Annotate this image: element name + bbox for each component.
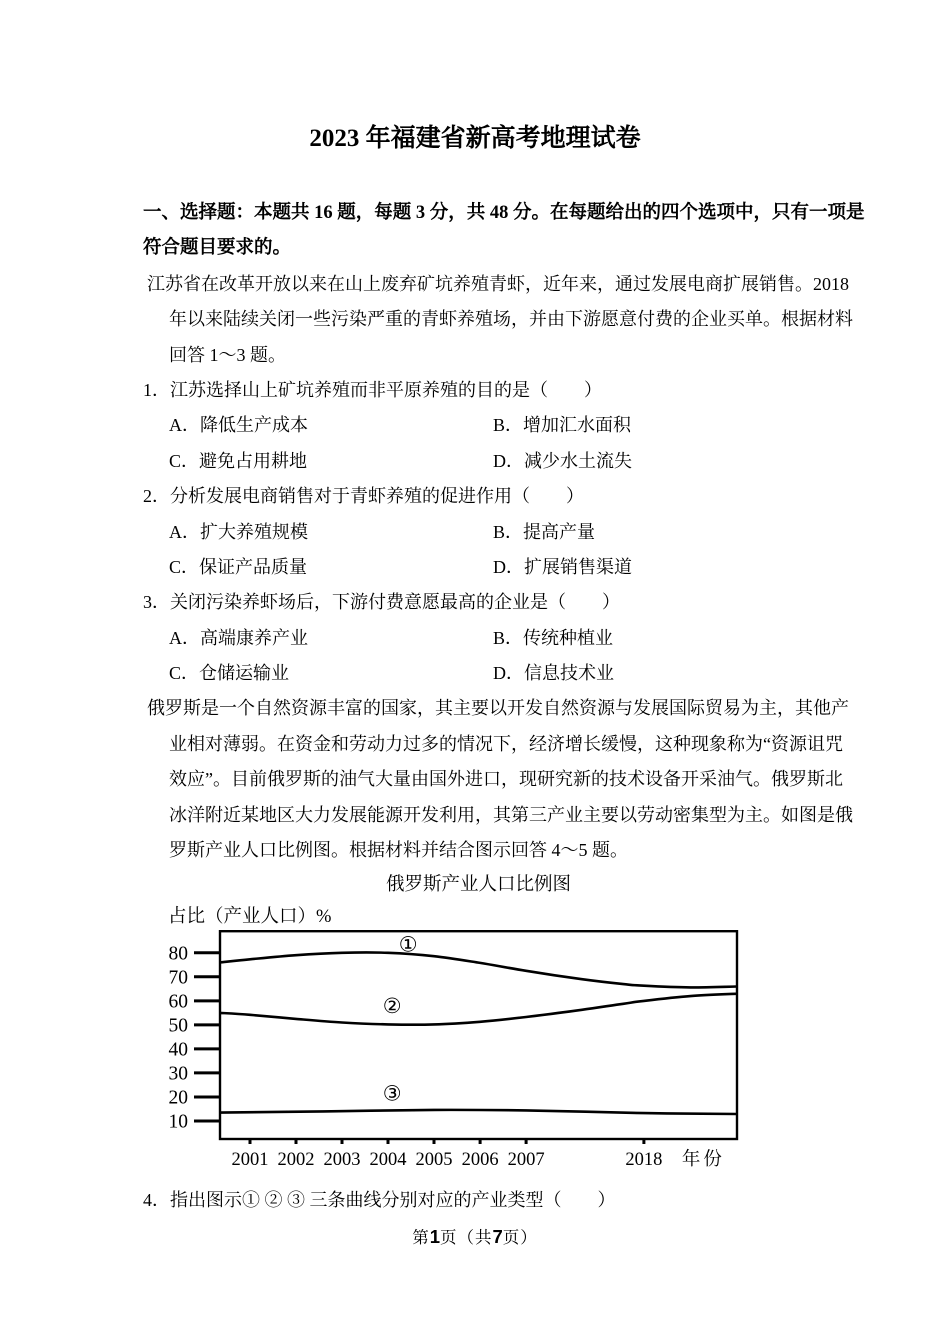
svg-text:③: ③: [382, 1081, 402, 1106]
option-a: A．扩大养殖规模: [169, 521, 308, 542]
passage-line: 俄罗斯是一个自然资源丰富的国家，其主要以开发自然资源与发展国际贸易为主，其他产: [147, 698, 849, 719]
passage-line: 冰洋附近某地区大力发展能源开发利用，其第三产业主要以劳动密集型为主。如图是俄: [169, 804, 853, 825]
question-stem: [143, 373, 853, 408]
section-heading-line1: 一、选择题：本题共 16 题，每题 3 分，共 48 分。在每题给出的四个选项中，只有一项是: [143, 203, 865, 223]
question-number: 2．: [143, 486, 170, 507]
svg-text:50: 50: [168, 1015, 188, 1037]
footer-text: 页（共: [440, 1228, 493, 1248]
footer-text: 第: [412, 1228, 430, 1248]
svg-text:2007: 2007: [507, 1149, 545, 1170]
svg-text:40: 40: [168, 1039, 188, 1061]
options-row: [143, 656, 853, 691]
svg-text:10: 10: [168, 1111, 188, 1133]
footer-total-pages: 7: [492, 1226, 503, 1248]
option-d: D．减少水土流失: [493, 450, 632, 471]
svg-text:30: 30: [168, 1063, 188, 1085]
option-d: D．扩展销售渠道: [493, 556, 632, 577]
exam-content: [143, 196, 865, 1218]
section-heading: [143, 196, 865, 267]
question-1: [143, 373, 853, 479]
question-stem: [143, 585, 853, 620]
question-text: 指出图示① ② ③ 三条曲线分别对应的产业类型（ ）: [170, 1189, 616, 1210]
passage-line: 江苏省在改革开放以来在山上废弃矿坑养殖青虾，近年来，通过发展电商扩展销售。2018: [147, 273, 849, 294]
option-a: A．降低生产成本: [169, 415, 308, 436]
svg-text:20: 20: [168, 1087, 188, 1109]
svg-text:2006: 2006: [461, 1149, 499, 1170]
page-title: 2023 年福建省新高考地理试卷: [309, 125, 641, 152]
option-c: C．保证产品质量: [169, 556, 308, 577]
page-footer: [0, 1224, 950, 1248]
question-number: 3．: [143, 592, 170, 613]
svg-text:②: ②: [382, 994, 402, 1019]
passage-line: 罗斯产业人口比例图。根据材料并结合图示回答 4～5 题。: [169, 840, 628, 861]
svg-text:2018: 2018: [625, 1149, 663, 1170]
passage-line: 年以来陆续关闭一些污染严重的青虾养殖场，并由下游愿意付费的企业买单。根据材料: [169, 309, 853, 330]
question-3: [143, 585, 853, 691]
question-number: 4．: [143, 1189, 170, 1210]
svg-text:2004: 2004: [369, 1149, 407, 1170]
industry-population-line-chart: [164, 930, 754, 1175]
question-text: 关闭污染养虾场后，下游付费意愿最高的企业是（ ）: [170, 592, 620, 613]
option-c: C．仓储运输业: [169, 663, 290, 684]
chart-area: [164, 868, 754, 1174]
svg-text:60: 60: [168, 991, 188, 1013]
svg-text:80: 80: [168, 943, 188, 965]
footer-text: 页）: [502, 1228, 538, 1248]
options-row: [143, 515, 853, 550]
passage-1: [143, 267, 853, 373]
svg-text:年份: 年份: [681, 1149, 725, 1170]
svg-text:2003: 2003: [323, 1149, 361, 1170]
svg-text:2001: 2001: [231, 1149, 269, 1170]
question-stem: [143, 1183, 853, 1218]
svg-text:①: ①: [398, 932, 418, 957]
passage-line: 业相对薄弱。在资金和劳动力过多的情况下，经济增长缓慢，这种现象称为“资源诅咒: [169, 733, 843, 754]
options-row: [143, 550, 853, 585]
question-text: 分析发展电商销售对于青虾养殖的促进作用（ ）: [170, 486, 584, 507]
chart-title: 俄罗斯产业人口比例图: [385, 875, 571, 896]
svg-text:2005: 2005: [415, 1149, 453, 1170]
question-number: 1．: [143, 379, 170, 400]
question-text: 江苏选择山上矿坑养殖而非平原养殖的目的是（ ）: [170, 379, 602, 400]
chart-y-axis-label: 占比（产业人口）%: [168, 906, 332, 927]
question-4: [143, 1183, 853, 1218]
section-heading-line2: 符合题目要求的。: [143, 238, 292, 259]
option-b: B．提高产量: [493, 521, 596, 542]
option-b: B．增加汇水面积: [493, 415, 632, 436]
svg-text:70: 70: [168, 967, 188, 989]
option-b: B．传统种植业: [493, 627, 614, 648]
question-2: [143, 479, 853, 585]
options-row: [143, 621, 853, 656]
passage-line: 效应”。目前俄罗斯的油气大量由国外进口，现研究新的技术设备开采油气。俄罗斯北: [169, 769, 843, 790]
options-row: [143, 444, 853, 479]
option-d: D．信息技术业: [493, 663, 614, 684]
options-row: [143, 408, 853, 443]
svg-text:2002: 2002: [277, 1149, 315, 1170]
question-stem: [143, 479, 853, 514]
passage-2: [143, 691, 853, 868]
option-a: A．高端康养产业: [169, 627, 308, 648]
option-c: C．避免占用耕地: [169, 450, 308, 471]
passage-line: 回答 1～3 题。: [169, 344, 286, 365]
footer-page-number: 1: [429, 1226, 440, 1248]
